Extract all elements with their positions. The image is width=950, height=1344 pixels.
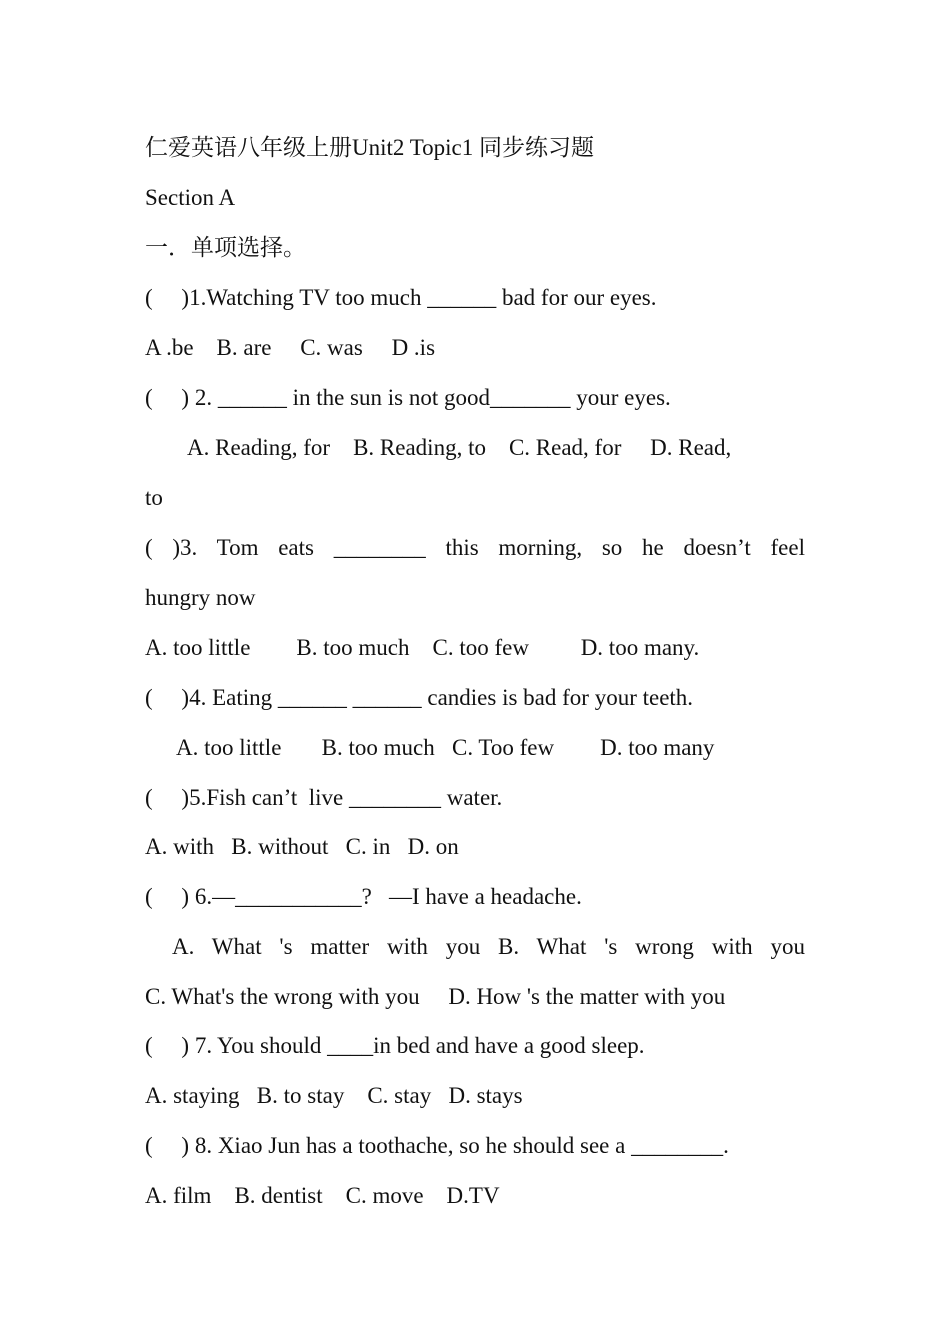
question-2-options-continued: to [145,485,163,510]
question-5-options: A. with B. without C. in D. on [145,834,459,859]
question-8: ( ) 8. Xiao Jun has a toothache, so he should see a ________. [145,1133,729,1158]
part-heading: 一．单项选择。 [145,235,306,260]
question-1-options: A .be B. are C. was D .is [145,335,436,360]
question-3-continued: hungry now [145,585,256,610]
question-2: ( ) 2. ______ in the sun is not good_______ your eyes. [145,385,671,410]
question-8-options: A. film B. dentist C. move D.TV [145,1183,500,1208]
question-3-options: A. too little B. too much C. too few D. too many. [145,635,700,660]
question-5: ( )5.Fish can’t live ________ water. [145,785,503,810]
question-7: ( ) 7. You should ____in bed and have a good sleep. [145,1033,645,1058]
section-heading: Section A [145,185,236,210]
question-2-options: A. Reading, for B. Reading, to C. Read, for D. Read, [187,435,732,460]
question-6-options-continued: C. What's the wrong with you D. How 's the matter with you [145,984,726,1009]
document-title: 仁爱英语八年级上册Unit2 Topic1 同步练习题 [145,135,595,160]
question-4-options: A. too little B. too much C. Too few D. too many [176,735,715,760]
question-3: ( )3. Tom eats ________ this morning, so he doesn’t feel [145,535,805,560]
question-6: ( ) 6.—___________? —I have a headache. [145,884,582,909]
question-1: ( )1.Watching TV too much ______ bad for our eyes. [145,285,657,310]
question-6-options: A. What 's matter with you B. What 's wrong with you [172,934,805,959]
question-4: ( )4. Eating ______ ______ candies is bad for your teeth. [145,685,694,710]
question-7-options: A. staying B. to stay C. stay D. stays [145,1083,523,1108]
